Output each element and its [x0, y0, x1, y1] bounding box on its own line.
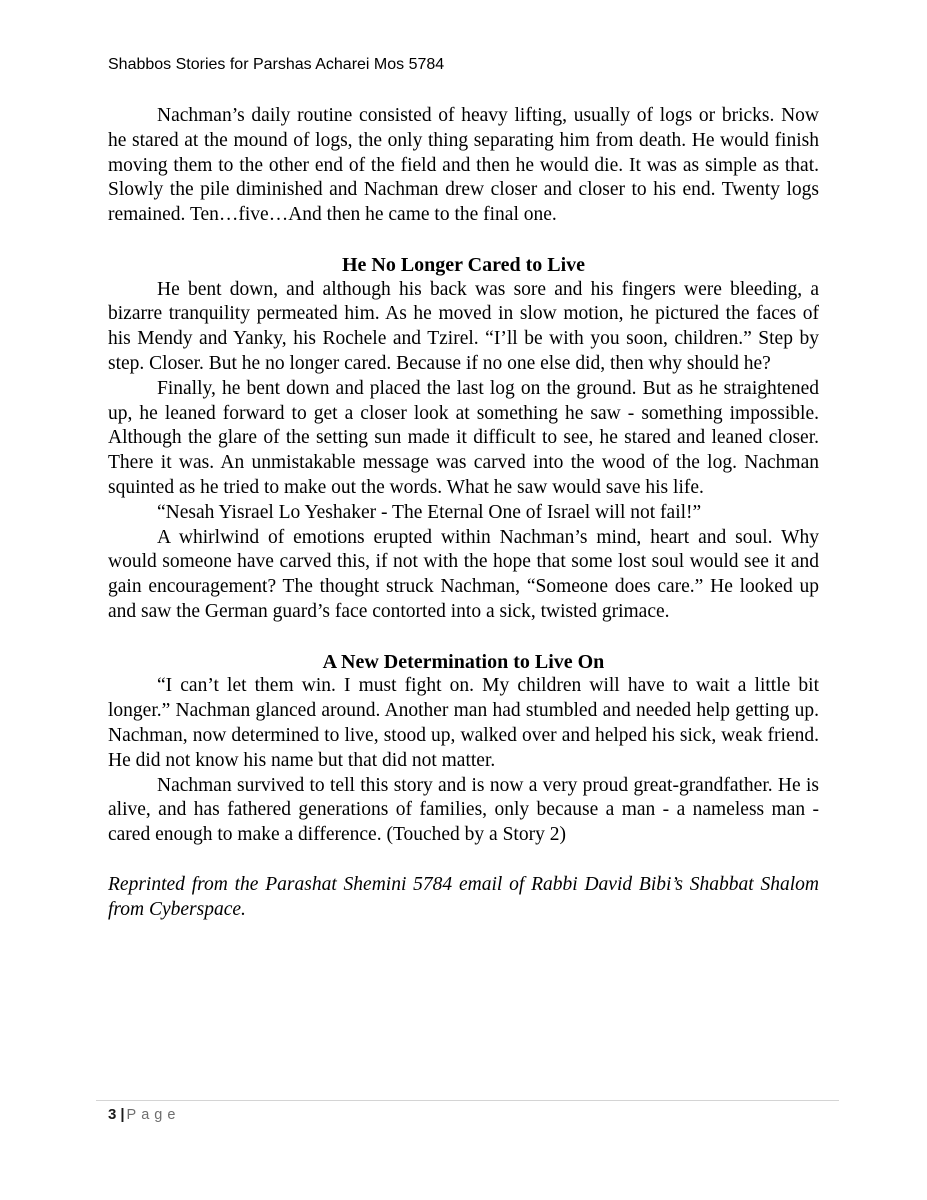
- story-paragraph: “I can’t let them win. I must fight on. My children will have to wait a little bit longer.” Nachman glanced around. Another man had stumbled and needed help getting up. Nachman, now determined to live, stood up, walked over and helped his sick, weak friend. He did not know his name but that did not matter.: [108, 675, 819, 771]
- header-title: Shabbos Stories for Parshas Acharei Mos 5784: [108, 56, 445, 73]
- reprint-attribution: Reprinted from the Parashat Shemini 5784 email of Rabbi David Bibi’s Shabbat Shalom from Cyberspace.: [108, 873, 819, 920]
- page-label: Page: [126, 1107, 181, 1123]
- document-header: [108, 55, 819, 74]
- page-number-separator: |: [120, 1106, 125, 1123]
- section-heading: A New Determination to Live On: [322, 650, 605, 673]
- story-paragraph: Finally, he bent down and placed the last log on the ground. But as he straightened up, he leaned forward to get a closer look at something he saw - something impossible. Although the glare of the setting sun made it difficult to see, he stared and leaned closer. There it was. An unmistakable message was carved into the wood of the log. Nachman squinted as he tried to make out the words. What he saw would save his life.: [108, 377, 819, 498]
- story-paragraph: He bent down, and although his back was sore and his fingers were bleeding, a bizarre tranquility permeated him. As he moved in slow motion, he pictured the faces of his Mendy and Yanky, his Rochele and Tzirel. “I’ll be with you soon, children.” Step by step. Closer. But he no longer cared. Because if no one else did, then why should he?: [108, 278, 819, 374]
- story-paragraph: Nachman survived to tell this story and is now a very proud great-grandfather. He is alive, and has fathered generations of families, only because a man - a nameless man - cared enough to make a difference. (Touched by a Story 2): [108, 774, 819, 846]
- page-number-footer: [96, 1106, 839, 1124]
- footer-divider: [96, 1100, 839, 1101]
- story-quote-paragraph: “Nesah Yisrael Lo Yeshaker - The Eternal One of Israel will not fail!”: [157, 501, 702, 523]
- page-number: 3: [108, 1106, 117, 1123]
- document-body: [108, 104, 819, 922]
- story-paragraph: A whirlwind of emotions erupted within Nachman’s mind, heart and soul. Why would someone have carved this, if not with the hope that some lost soul would see it and gain encouragement? The thought struck Nachman, “Someone does care.” He looked up and saw the German guard’s face contorted into a sick, twisted grimace.: [108, 526, 819, 622]
- document-footer: [96, 1100, 839, 1124]
- section-heading: He No Longer Cared to Live: [341, 253, 586, 276]
- story-paragraph: Nachman’s daily routine consisted of heavy lifting, usually of logs or bricks. Now he stared at the mound of logs, the only thing separating him from death. He would finish moving them to the other end of the field and then he would die. It was as simple as that. Slowly the pile diminished and Nachman drew closer and closer to his end. Twenty logs remained. Ten…five…And then he came to the final one.: [108, 105, 819, 226]
